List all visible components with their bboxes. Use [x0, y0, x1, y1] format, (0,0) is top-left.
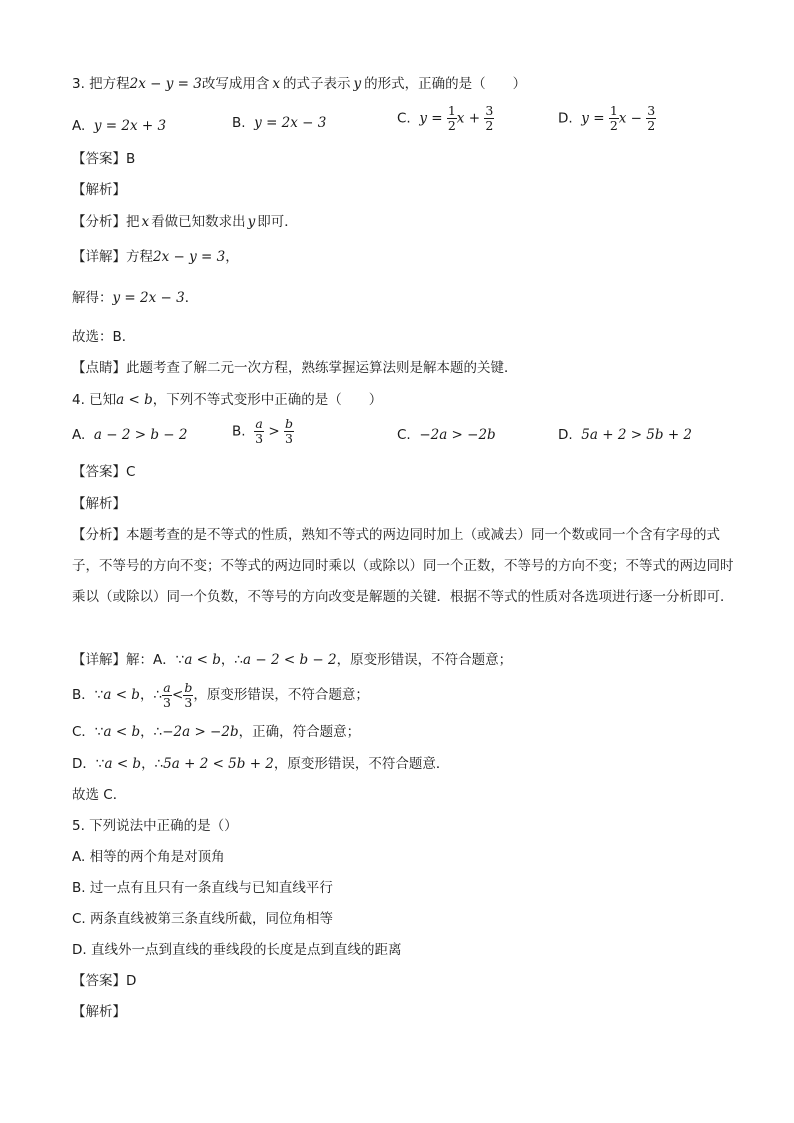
q3-fenxi-var-x: x — [141, 214, 150, 230]
q3-xiangjie-end: ， — [225, 249, 239, 265]
q3-answer: 【答案】B — [72, 151, 136, 167]
option-label: A. — [72, 427, 86, 443]
q4-detail-b-eq1: a < b — [103, 687, 140, 703]
q3-fenxi-text: 【分析】把 — [72, 214, 140, 230]
q4-stem — [72, 390, 734, 410]
q5-stem: 5. 下列说法中正确的是（） — [72, 818, 238, 834]
q5-answer: 【答案】D — [72, 973, 137, 989]
q4-detail-b-frac2 — [183, 681, 193, 710]
q3-option-d-lhs: y = — [581, 110, 609, 127]
q4-guxuan: 故选 C． — [72, 787, 127, 803]
option-label: B. — [232, 115, 246, 131]
q4-option-b-frac2 — [284, 417, 294, 446]
numerator: 1 — [609, 103, 618, 118]
q4-detail-b-end: ，原变形错误，不符合题意； — [193, 687, 369, 703]
q3-jiede-end: ． — [184, 290, 199, 306]
q4-option-a — [72, 425, 187, 445]
q4-detail-d-eq1: a < b — [104, 756, 142, 772]
option-label: C. — [397, 427, 411, 443]
q4-detail-c-end: ，正确，符合题意； — [238, 724, 361, 740]
q3-option-d-mid: x − — [618, 110, 647, 127]
q3-option-c — [397, 104, 494, 133]
q3-jiede-eq: y = 2x − 3 — [112, 290, 185, 306]
q4-option-d — [558, 425, 692, 445]
q3-option-b-expr: y = 2x − 3 — [254, 115, 327, 131]
q3-fenxi-text2: 看做已知数求出 — [151, 214, 246, 230]
q3-stem-var-x: x — [272, 76, 281, 92]
q4-detail-b-frac1 — [162, 681, 172, 710]
option-label: C. — [397, 110, 411, 127]
q4-detail-c-eq1: a < b — [103, 724, 141, 740]
q4-detail-b-mid: ，∴ — [139, 687, 163, 703]
q4-detail-c-pre: C．∵ — [72, 724, 104, 740]
q3-option-d-frac1 — [609, 104, 619, 133]
q4-detail-d-mid: ，∴ — [141, 756, 164, 772]
q3-guxuan: 故选：B． — [72, 329, 136, 345]
option-label: A. — [72, 118, 86, 134]
denominator: 2 — [485, 118, 494, 133]
numerator: b — [184, 679, 193, 695]
q3-option-b — [232, 113, 326, 133]
option-label: B. — [232, 423, 246, 440]
q4-answer: 【答案】C — [72, 464, 136, 480]
q3-option-c-lhs: y = — [419, 110, 447, 127]
q4-detail-c-eq2: −2a > −2b — [162, 724, 239, 740]
q3-xiangjie-eq: 2x − y = 3 — [153, 249, 226, 265]
q4-detail-b-pre: B．∵ — [72, 687, 104, 703]
numerator: a — [163, 679, 171, 695]
numerator: a — [255, 416, 263, 431]
q4-stem-prefix: 4. 已知 — [72, 392, 117, 408]
q4-option-c — [397, 425, 496, 445]
denominator: 3 — [255, 431, 264, 446]
q3-xiangjie-text: 【详解】方程 — [72, 249, 153, 265]
q3-stem-prefix: 3. 把方程 — [72, 76, 130, 92]
q4-detail-a-eq1: a < b — [184, 652, 221, 668]
q3-stem-equation: 2x − y = 3 — [129, 76, 202, 92]
q4-detail-d-pre: D．∵ — [72, 756, 105, 772]
q3-option-d — [558, 104, 656, 133]
q5-analysis-heading: 【解析】 — [72, 1004, 126, 1020]
q4-detail-d — [72, 754, 734, 774]
q4-detail-a — [72, 650, 734, 670]
q3-stem-var-y: y — [353, 76, 362, 92]
q4-detail-c-mid: ，∴ — [140, 724, 163, 740]
numerator: 1 — [447, 103, 456, 118]
q5-option-c: C. 两条直线被第三条直线所截，同位角相等 — [72, 911, 334, 927]
q4-detail-a-end: ，原变形错误，不符合题意； — [336, 652, 513, 668]
q4-option-b — [232, 417, 294, 446]
q4-detail-a-mid: ，∴ — [220, 652, 244, 668]
denominator: 3 — [163, 694, 171, 710]
q4-option-b-frac1 — [254, 417, 264, 446]
q5-option-a: A. 相等的两个角是对顶角 — [72, 849, 225, 865]
q4-option-b-op: > — [264, 423, 285, 440]
numerator: 3 — [647, 103, 656, 118]
q3-stem-suffix: 的形式，正确的是（ ） — [364, 76, 527, 92]
q4-option-d-expr: 5a + 2 > 5b + 2 — [581, 427, 693, 443]
q5-option-b: B. 过一点有且只有一条直线与已知直线平行 — [72, 880, 333, 896]
q4-detail-d-end: ，原变形错误，不符合题意． — [273, 756, 450, 772]
q3-stem-text: 改写成用含 — [201, 76, 270, 92]
q3-jiede — [72, 288, 734, 308]
q3-option-a — [72, 116, 166, 136]
q3-option-a-expr: y = 2x + 3 — [93, 118, 167, 134]
q3-fenxi-var-y: y — [247, 214, 256, 230]
option-label: D. — [558, 427, 573, 443]
q3-analysis-heading: 【解析】 — [72, 182, 126, 198]
q4-stem-eq: a < b — [116, 392, 153, 408]
denominator: 3 — [285, 431, 293, 446]
q4-detail-d-eq2: 5a + 2 < 5b + 2 — [163, 756, 274, 772]
denominator: 2 — [647, 118, 656, 133]
q4-stem-suffix: ，下列不等式变形中正确的是（ ） — [152, 392, 383, 408]
q4-option-a-expr: a − 2 > b − 2 — [93, 427, 188, 443]
q4-detail-b-op: < — [172, 687, 184, 703]
q4-option-c-expr: −2a > −2b — [419, 427, 496, 443]
q4-detail-a-pre: 【详解】解：A．∵ — [72, 652, 185, 668]
q3-jiede-text: 解得： — [72, 290, 113, 306]
q4-detail-c — [72, 722, 734, 742]
q3-option-c-frac2 — [484, 104, 494, 133]
q3-option-d-frac2 — [646, 104, 656, 133]
q3-stem-text2: 的式子表示 — [283, 76, 351, 92]
q3-fenxi-end: 即可． — [257, 214, 298, 230]
denominator: 3 — [184, 694, 193, 710]
q3-xiangjie — [72, 247, 734, 267]
q3-fenxi — [72, 212, 734, 232]
q5-option-d: D. 直线外一点到直线的垂线段的长度是点到直线的距离 — [72, 942, 402, 958]
option-label: D. — [558, 110, 573, 127]
numerator: 3 — [485, 103, 494, 118]
numerator: b — [285, 416, 294, 431]
q4-detail-a-eq2: a − 2 < b − 2 — [243, 652, 337, 668]
q3-dianjing: 【点睛】此题考查了解二元一次方程，熟练掌握运算法则是解本题的关键． — [72, 360, 518, 376]
q4-detail-b — [72, 680, 734, 710]
q4-fenxi: 【分析】本题考查的是不等式的性质，熟知不等式的两边同时加上（或减去）同一个数或同一个含有字母的式子，不等号的方向不变；不等式的两边同时乘以（或除以）同一个正数，不等号的方向不变；不等式的两边同时乘以（或除以）同一个负数，不等号的方向改变是解题的关键．根据不等式的性质对各选项进行逐一分析即可． — [72, 527, 734, 605]
denominator: 2 — [609, 118, 618, 133]
q3-stem — [72, 74, 734, 94]
q4-analysis-heading: 【解析】 — [72, 496, 126, 512]
q3-option-c-mid: x + — [456, 110, 485, 127]
q3-option-c-frac1 — [447, 104, 457, 133]
denominator: 2 — [447, 118, 456, 133]
